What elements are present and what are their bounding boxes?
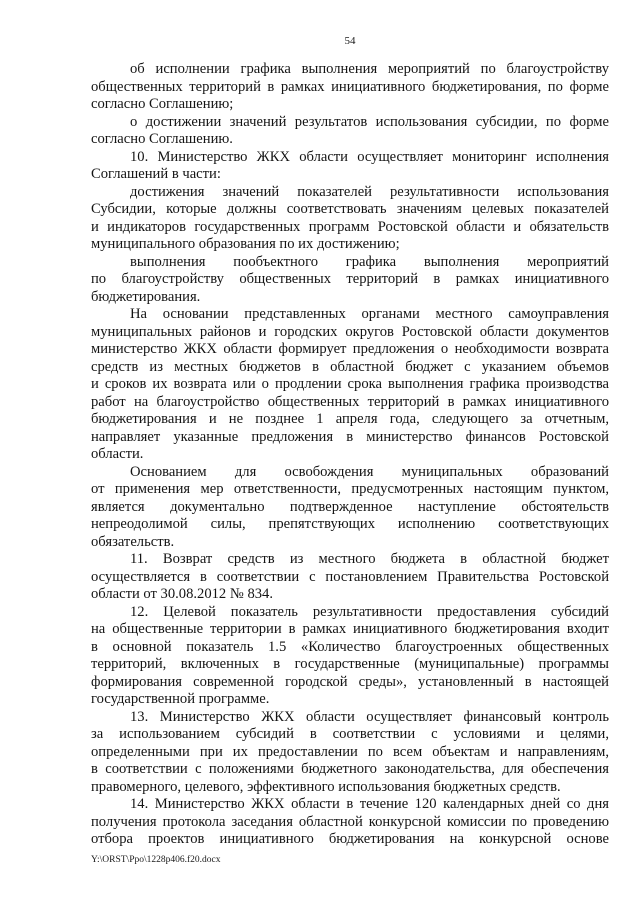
- text-line: правомерного, целевого, эффективного использования бюджетных средств.: [91, 778, 561, 795]
- text-line: министерство ЖКХ области формирует предложения о необходимости возврата: [91, 341, 609, 357]
- paragraph: [91, 61, 609, 114]
- text-line: отбора проектов инициативного бюджетирования на конкурсной основе: [91, 831, 609, 847]
- text-line: по благоустройству общественных территорий в рамках инициативного: [91, 271, 609, 287]
- text-line: 12. Целевой показатель результативности предоставления субсидий: [130, 603, 609, 620]
- text-line: муниципального образования по их достижению;: [91, 236, 400, 252]
- text-line: достижения значений показателей результативности использования: [130, 183, 609, 200]
- text-line: об исполнении графика выполнения мероприятий по благоустройству: [130, 61, 609, 77]
- text-line: 11. Возврат средств из местного бюджета в областной бюджет: [130, 551, 609, 567]
- text-line: области от 30.08.2012 № 834.: [91, 586, 273, 602]
- text-line: в основной показатель 1.5 «Количество благоустроенных общественных: [91, 638, 609, 655]
- text-line: общественных территорий в рамках инициативного бюджетирования, по форме: [91, 78, 609, 95]
- text-line: бюджетирования и не позднее 1 апреля года, следующего за отчетным,: [91, 411, 609, 427]
- text-line: На основании представленных органами местного самоуправления: [130, 306, 609, 322]
- text-line: осуществляется в соответствии с постановлением Правительства Ростовской: [91, 568, 609, 585]
- text-line: средств из местных бюджетов в областной бюджет с указанием объемов: [91, 358, 609, 375]
- paragraph: [91, 604, 609, 709]
- text-line: за использованием субсидий в соответствии с условиями и целями,: [91, 726, 609, 742]
- text-line: формирования современной городской среды», установленный в настоящей: [91, 673, 609, 690]
- document-body: [91, 61, 609, 849]
- text-line: 10. Министерство ЖКХ области осуществляет мониторинг исполнения: [130, 148, 609, 165]
- paragraph: [91, 114, 609, 149]
- paragraph: [91, 551, 609, 604]
- text-line: от применения мер ответственности, предусмотренных настоящим пунктом,: [91, 481, 609, 497]
- paragraph: [91, 796, 609, 849]
- paragraph: [91, 464, 609, 552]
- text-line: непреодолимой силы, препятствующих исполнению соответствующих: [91, 516, 609, 532]
- text-line: муниципальных районов и городских округов Ростовской области документов: [91, 323, 609, 340]
- text-line: Основанием для освобождения муниципальных образований: [130, 463, 609, 480]
- text-line: работ на благоустройство общественных территорий в рамках инициативного: [91, 393, 609, 410]
- text-line: Субсидии, которые должны соответствовать значениям целевых показателей: [91, 201, 609, 217]
- text-line: выполнения пообъектного графика выполнения мероприятий: [130, 253, 609, 270]
- text-line: обязательств.: [91, 533, 175, 550]
- footer-file-path: Y:\ORST\Ppo\1228p406.f20.docx: [91, 855, 221, 865]
- text-line: бюджетирования.: [91, 288, 201, 305]
- text-line: 14. Министерство ЖКХ области в течение 120 календарных дней со дня: [130, 796, 609, 812]
- paragraph: [91, 184, 609, 254]
- text-line: определенными при их предоставлении по всем объектам и направлениям,: [91, 743, 609, 760]
- text-line: в соответствии с положениями бюджетного законодательства, для обеспечения: [91, 761, 609, 777]
- text-line: направляет указанные предложения в министерство финансов Ростовской: [91, 428, 609, 445]
- text-line: Соглашений в части:: [91, 166, 221, 182]
- text-line: 13. Министерство ЖКХ области осуществляет финансовый контроль: [130, 708, 609, 725]
- text-line: согласно Соглашению.: [91, 131, 233, 147]
- page-number: 54: [344, 35, 356, 47]
- text-line: о достижении значений результатов использования субсидии, по форме: [130, 113, 609, 130]
- paragraph: [91, 306, 609, 464]
- text-line: на общественные территории в рамках инициативного бюджетирования входит: [91, 621, 609, 637]
- text-line: согласно Соглашению;: [91, 96, 234, 112]
- text-line: получения протокола заседания областной конкурсной комиссии по проведению: [91, 813, 609, 830]
- paragraph: [91, 709, 609, 797]
- text-line: является документально подтвержденное наступление обстоятельств: [91, 498, 609, 515]
- text-line: территорий, включенных в государственные (муниципальные) программы: [91, 656, 609, 672]
- text-line: и сроков их возврата или о продлении срока выполнения графика производства: [91, 376, 609, 392]
- paragraph: [91, 149, 609, 184]
- paragraph: [91, 254, 609, 307]
- text-line: и индикаторов государственных программ Ростовской области и обязательств: [91, 218, 609, 235]
- text-line: государственной программе.: [91, 691, 270, 707]
- text-line: области.: [91, 446, 144, 462]
